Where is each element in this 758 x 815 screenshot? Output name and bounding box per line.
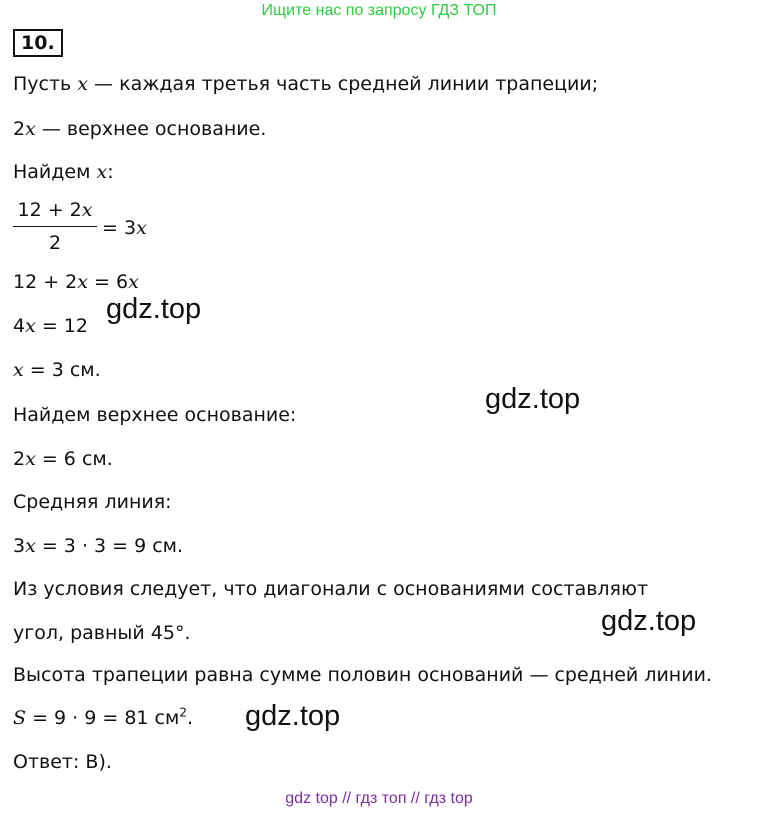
text: 12 + 2 [13, 271, 78, 293]
text: 4 [13, 315, 26, 337]
variable: x [25, 118, 36, 140]
variable: S [13, 707, 27, 729]
text: — верхнее основание. [35, 118, 267, 140]
variable: x [25, 448, 36, 470]
text: = 3 см. [23, 359, 101, 381]
text-line-4: Найдем верхнее основание: [13, 404, 297, 426]
variable: x [77, 271, 88, 293]
watermark-text: gdz.top [106, 293, 202, 325]
watermark-text: gdz.top [601, 605, 697, 637]
equation-6 [13, 706, 193, 730]
text-line-1 [13, 72, 598, 96]
text: 3 [13, 535, 26, 557]
text-line-7: угол, равный 45°. [13, 622, 191, 644]
text: Найдем [13, 161, 97, 183]
variable: x [25, 315, 36, 337]
variable: x [96, 161, 108, 183]
variable: x [13, 359, 24, 381]
watermark-text: gdz.top [485, 383, 581, 415]
watermark-text: gdz.top [245, 700, 341, 732]
fraction-denominator: 2 [48, 232, 62, 254]
text-line-3 [13, 160, 114, 184]
text: — каждая третья часть средней линии трапеции; [88, 73, 599, 95]
promo-banner: Ищите нас по запросу ГДЗ ТОП [261, 2, 497, 19]
text-line-2 [13, 117, 266, 141]
fraction [13, 198, 97, 255]
text-line-8: Высота трапеции равна сумме половин оснований — средней линии. [13, 664, 712, 686]
text: : [107, 161, 114, 183]
text-line-5: Средняя линия: [13, 491, 172, 513]
equation-3 [13, 358, 101, 382]
equation-4 [13, 447, 113, 471]
variable: x [77, 73, 89, 95]
variable: x [136, 217, 147, 239]
text: = 9 · 9 = 81 см [26, 707, 180, 729]
equation-5 [13, 534, 183, 558]
answer-line: Ответ: В). [13, 751, 112, 773]
variable: x [81, 199, 93, 221]
task-number: 10. [13, 29, 63, 57]
text: = 3 [102, 217, 137, 239]
superscript: 2 [179, 705, 187, 720]
fraction-numerator [13, 198, 97, 227]
equation-1 [13, 270, 139, 294]
text-line-6: Из условия следует, что диагонали с основаниями составляют [13, 578, 649, 600]
fraction-rhs [102, 216, 147, 240]
footer-links: gdz top // гдз топ // гдз top [285, 790, 473, 807]
equation-2 [13, 314, 88, 338]
text: . [186, 707, 194, 729]
text: 2 [13, 118, 26, 140]
variable: x [128, 271, 139, 293]
text: 12 + 2 [17, 199, 82, 221]
text: = 12 [35, 315, 88, 337]
text: 2 [13, 448, 26, 470]
text: = 3 · 3 = 9 см. [35, 535, 184, 557]
text: = 6 [87, 271, 129, 293]
text: = 6 см. [35, 448, 113, 470]
text: Пусть [13, 73, 78, 95]
variable: x [25, 535, 36, 557]
